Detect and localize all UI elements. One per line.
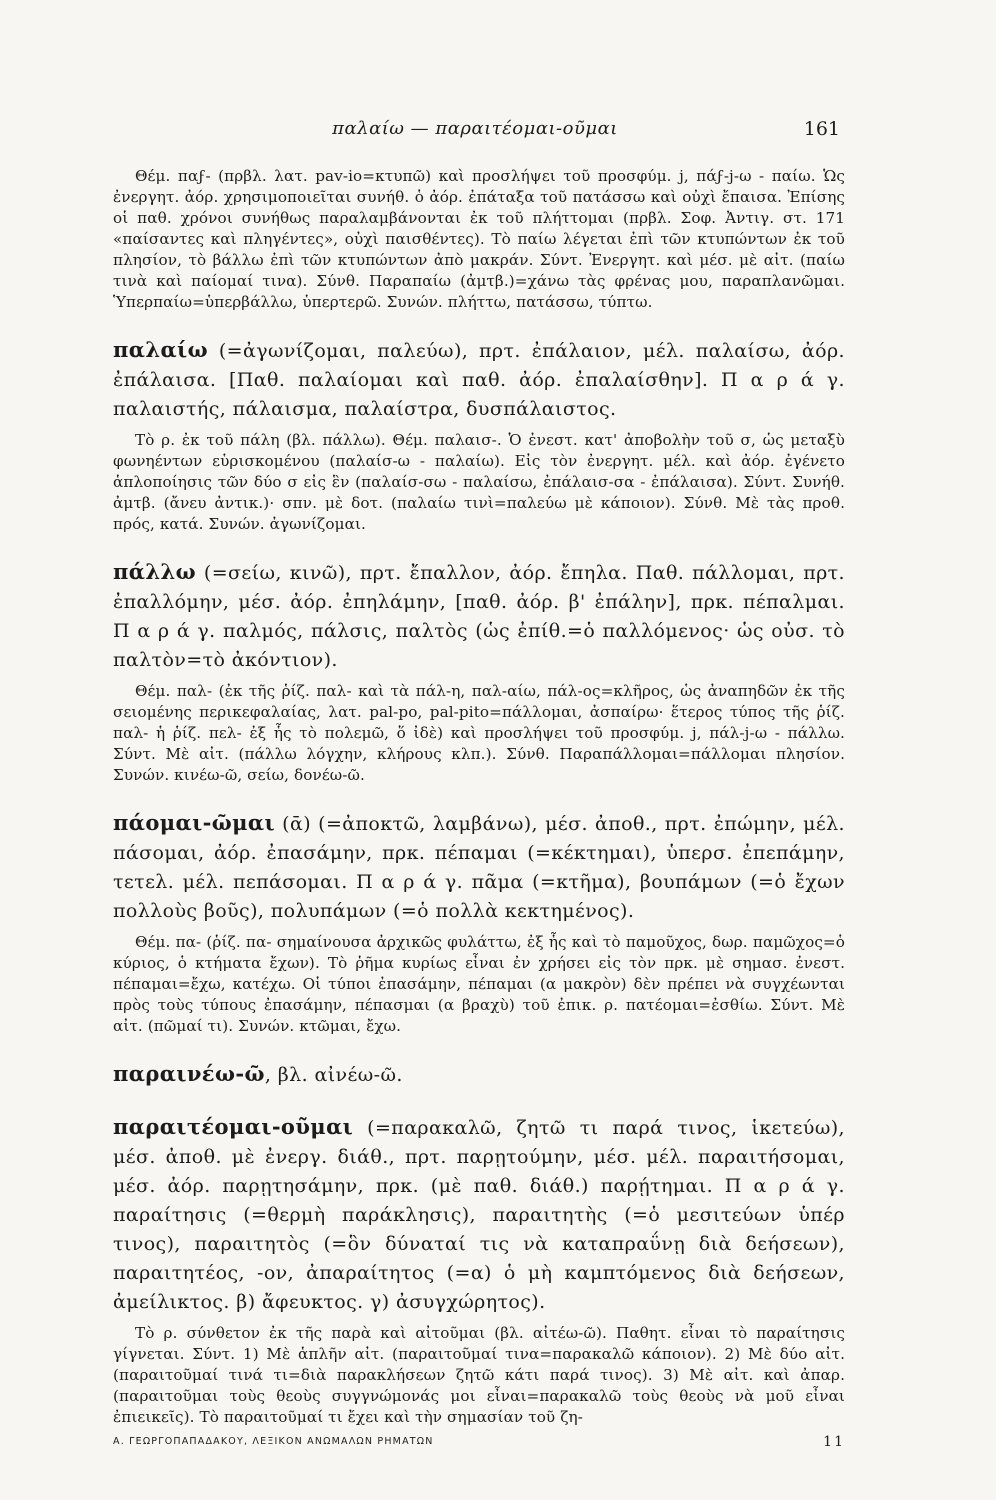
entry-pallo bbox=[113, 557, 845, 786]
entry-paraiteomai bbox=[113, 1112, 845, 1428]
page-number: 161 bbox=[803, 118, 840, 140]
entry-lemma-line bbox=[113, 1059, 845, 1090]
lemma-forms: (ᾱ) (=ἀποκτῶ, λαμβάνω), μέσ. ἀποθ., πρτ. ἐπώμην, μέλ. πάσομαι, ἀόρ. ἐπασάμην, πρκ. πέπαμαι (=κέκτημαι), ὑπερσ. ἐπεπάμην, τετελ. μέλ. πεπάσομαι. Π α ρ ά γ. πᾶμα (=κτῆμα), βουπάμων (=ὁ ἔχων πολλοὺς βοῦς), πολυπάμων (=ὁ πολλὰ κεκτημένος). bbox=[113, 813, 845, 922]
headword: παραινέω-ῶ bbox=[113, 1061, 265, 1086]
lemma-forms: (=παρακαλῶ, ζητῶ τι παρά τινος, ἱκετεύω), μέσ. ἀποθ. μὲ ἐνεργ. διάθ., πρτ. παρῃτούμην, μέσ. μέλ. παραιτήσομαι, μέσ. ἀόρ. παρῃτησάμην, πρκ. (μὲ παθ. διάθ.) παρῄτημαι. Π α ρ ά γ. παραίτησις (=θερμὴ παράκλησις), παραιτητὴς (=ὁ μεσιτεύων ὑπέρ τινος), παραιτητὸς (=ὃν δύναταί τις νὰ καταπραΰνῃ διὰ δεήσεων), παραιτητέος, -ον, ἀπαραίτητος (=α) ὁ μὴ καμπτόμενος διὰ δεήσεων, ἀμείλικτος. β) ἄφευκτος. γ) ἀσυγχώρητος). bbox=[113, 1117, 845, 1313]
entry-paio-continuation bbox=[113, 166, 845, 313]
entry-note: Θέμ. παλ- (ἐκ τῆς ῥίζ. παλ- καὶ τὰ πάλ-η, παλ-αίω, πάλ-ος=κλῆρος, ὡς ἀναπηδῶν ἐκ τῆς σειομένης περικεφαλαίας, λατ. pal-po, pal-pito=πάλλομαι, ἀσπαίρω· ἕτερος τύπος τῆς ῥίζ. παλ- ἡ ῥίζ. πελ- ἐξ ἧς τὸ πολεμῶ, ὅ ἰδὲ) καὶ προσλήψει τοῦ προσφύμ. j, πάλ-j-ω - πάλλω. Σύντ. Μὲ αἰτ. (πάλλω λόγχην, κλήρους κλπ.). Σύνθ. Παραπάλλομαι=πάλλομαι πλησίον. Συνών. κινέω-ῶ, σείω, δονέω-ῶ. bbox=[113, 682, 845, 784]
entry-lemma-line bbox=[113, 1112, 845, 1317]
book-credit: Α. ΓΕΩΡΓΟΠΑΠΑΔΑΚΟΥ, ΛΕΞΙΚΟΝ ΑΝΩΜΑΛΩΝ ΡΗΜΑΤΩΝ bbox=[113, 1436, 434, 1447]
entry-lemma-line bbox=[113, 808, 845, 926]
entry-note: Θέμ. πα- (ῥίζ. πα- σημαίνουσα ἀρχικῶς φυλάττω, ἐξ ἧς καὶ τὸ παμοῦχος, δωρ. παμῶχος=ὁ κύριος, ὁ κτήματα ἔχων). Τὸ ῥῆμα κυρίως εἶναι ἐν χρήσει εἰς τὸν πρκ. μὲ σημασ. ἐνεστ. πέπαμαι=ἔχω, κατέχω. Οἱ τύποι ἐπασάμην, πέπαμαι (α μακρὸν) δὲν πρέπει νὰ συγχέωνται πρὸς τοὺς τύπους ἐπασάμην, πέπασμαι (α βραχὺ) τοῦ ἐπικ. ρ. πατέομαι=ἐσθίω. Σύντ. Μὲ αἰτ. (πῶμαί τι). Συνών. κτῶμαι, ἔχω. bbox=[113, 933, 845, 1035]
page-footer bbox=[113, 1436, 845, 1460]
entry-note: Θέμ. παϝ- (πρβλ. λατ. pav-io=κτυπῶ) καὶ προσλήψει τοῦ προσφύμ. j, πάϝ-j-ω - παίω. Ὡς ἐνεργητ. ἀόρ. χρησιμοποιεῖται συνήθ. ὁ ἀόρ. ἐπάταξα τοῦ πατάσσω καὶ οὐχὶ ἔπαισα. Ἐπίσης οἱ παθ. χρόνοι συνήθως παραλαμβάνονται ἐκ τοῦ πλήττομαι (πρβλ. Σοφ. Ἀντιγ. στ. 171 «παίσαντες καὶ πληγέντες», οὐχὶ παισθέντες). Τὸ παίω λέγεται ἐπὶ τῶν κτυπώντων ἐκ τοῦ πλησίον, τὸ βάλλω ἐπὶ τῶν κτυπώντων ἀπὸ μακράν. Σύντ. Ἐνεργητ. καὶ μέσ. μὲ αἰτ. (παίω τινὰ καὶ παίομαί τινα). Σύνθ. Παραπαίω (ἀμτβ.)=χάνω τὰς φρένας μου, παραπλανῶμαι. Ὑπερπαίω=ὑπερβάλλω, ὑπερτερῶ. Συνών. πλήττω, πατάσσω, τύπτω. bbox=[113, 167, 845, 311]
page-header bbox=[110, 118, 840, 148]
entry-note: Τὸ ρ. σύνθετον ἐκ τῆς παρὰ καὶ αἰτοῦμαι (βλ. αἰτέω-ῶ). Παθητ. εἶναι τὸ παραίτησις γίγνεται. Σύντ. 1) Μὲ ἁπλῆν αἰτ. (παραιτοῦμαί τινα=παρακαλῶ κάποιον). 2) Μὲ δύο αἰτ. (παραιτοῦμαί τινά τι=διὰ παρακλήσεων ζητῶ κάτι παρά τινος). 3) Μὲ αἰτ. καὶ ἀπαρ. (παραιτοῦμαι τοὺς θεοὺς συγγνώμονάς μοι εἶναι=παρακαλῶ τοὺς θεοὺς νὰ μοῦ εἶναι ἐπιεικεῖς). Τὸ παραιτοῦμαί τι ἔχει καὶ τὴν σημασίαν τοῦ ζη- bbox=[113, 1324, 845, 1426]
headword: πάλλω bbox=[113, 559, 196, 584]
lemma-forms: , βλ. αἰνέω-ῶ. bbox=[264, 1064, 403, 1086]
lemma-forms: (=ἀγωνίζομαι, παλεύω), πρτ. ἐπάλαιον, μέλ. παλαίσω, ἀόρ. ἐπάλαισα. [Παθ. παλαίομαι καὶ παθ. ἀόρ. ἐπαλαίσθην]. Π α ρ ά γ. παλαιστής, πάλαισμα, παλαίστρα, δυσπάλαιστος. bbox=[113, 340, 845, 420]
lemma-forms: (=σείω, κινῶ), πρτ. ἔπαλλον, ἀόρ. ἔπηλα. Παθ. πάλλομαι, πρτ. ἐπαλλόμην, μέσ. ἀόρ. ἐπηλάμην, [παθ. ἀόρ. β' ἐπάλην], πρκ. πέπαλμαι. Π α ρ ά γ. παλμός, πάλσις, παλτὸς (ὡς ἐπίθ.=ὁ παλλόμενος· ὡς οὐσ. τὸ παλτὸν=τὸ ἀκόντιον). bbox=[113, 562, 845, 671]
headword: παλαίω bbox=[113, 337, 208, 362]
headword: παραιτέομαι-οῦμαι bbox=[113, 1114, 354, 1139]
entry-lemma-line bbox=[113, 335, 845, 424]
entry-note: Τὸ ρ. ἐκ τοῦ πάλη (βλ. πάλλω). Θέμ. παλαισ-. Ὁ ἐνεστ. κατ' ἀποβολὴν τοῦ σ, ὡς μεταξὺ φωνηέντων εὑρισκομένου (παλαίσ-ω - παλαίω). Εἰς τὸν ἐνεργητ. μέλ. καὶ ἀόρ. ἐγένετο ἁπλοποίησις τῶν δύο σ εἰς ἓν (παλαίσ-σω - παλαίσω, ἐπάλαισ-σα - ἐπάλαισα). Σύντ. Συνήθ. ἀμτβ. (ἄνευ ἀντικ.)· σπν. μὲ δοτ. (παλαίω τινὶ=παλεύω μὲ κάποιον). Σύνθ. Μὲ τὰς προθ. πρός, κατά. Συνών. ἀγωνίζομαι. bbox=[113, 431, 845, 533]
entry-paomai bbox=[113, 808, 845, 1037]
printer-signature: 11 bbox=[823, 1434, 845, 1450]
running-title: παλαίω — παραιτέομαι-οῦμαι bbox=[332, 118, 618, 139]
entry-parainoo bbox=[113, 1059, 845, 1090]
entry-lemma-line bbox=[113, 557, 845, 675]
entry-palaio bbox=[113, 335, 845, 535]
dictionary-content bbox=[113, 166, 845, 1450]
headword: πάομαι-ῶμαι bbox=[113, 810, 276, 835]
